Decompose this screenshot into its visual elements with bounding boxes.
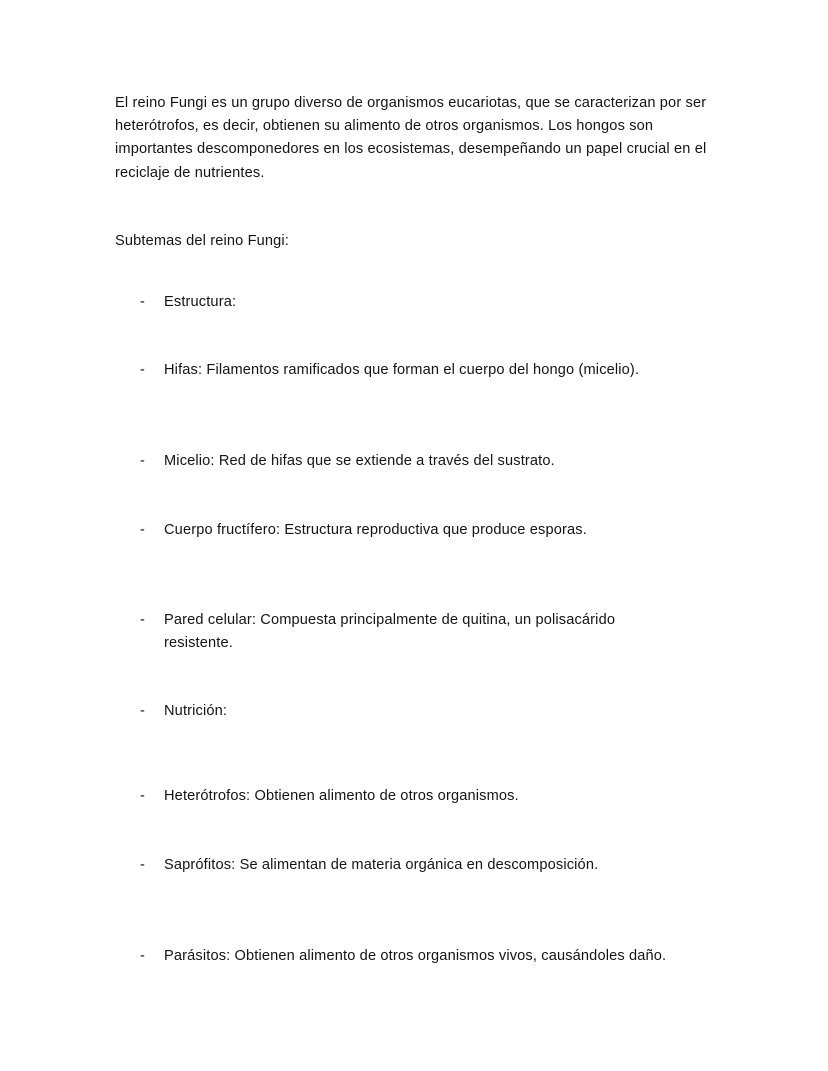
list-item bbox=[115, 785, 715, 808]
document-body bbox=[115, 92, 715, 968]
heading-spacer bbox=[115, 253, 715, 291]
list-item-text: Cuerpo fructífero: Estructura reproductiva que produce esporas. bbox=[164, 521, 587, 538]
bullet-marker-icon: - bbox=[140, 947, 146, 964]
list-item bbox=[115, 609, 715, 655]
list-item bbox=[115, 700, 715, 723]
bullet-marker-icon: - bbox=[140, 453, 146, 470]
bullet-marker-icon: - bbox=[140, 788, 146, 805]
bullet-marker-icon: - bbox=[140, 521, 146, 538]
list-item-text: Nutrición: bbox=[164, 703, 228, 720]
bullet-marker-icon: - bbox=[140, 703, 146, 720]
list-item-text: Saprófitos: Se alimentan de materia orgánica en descomposición. bbox=[164, 856, 599, 873]
list-item-text: Pared celular: Compuesta principalmente de quitina, un polisacárido resistente. bbox=[164, 611, 616, 652]
list-item bbox=[115, 450, 715, 473]
list-item-text: Hifas: Filamentos ramificados que forman el cuerpo del hongo (micelio). bbox=[164, 362, 640, 379]
intro-paragraph: El reino Fungi es un grupo diverso de organismos eucariotas, que se caracterizan por ser heterótrofos, es decir, obtienen su alimento de otros organismos. Los hongos son importantes descomponedores en los ecosistemas, desempeñando un papel crucial en el reciclaje de nutrientes. bbox=[115, 95, 707, 181]
list-item-text: Heterótrofos: Obtienen alimento de otros organismos. bbox=[164, 788, 519, 805]
paragraph-spacer bbox=[115, 185, 715, 230]
list-item bbox=[115, 945, 715, 968]
list-item bbox=[115, 519, 715, 542]
subtopics-list bbox=[115, 291, 715, 968]
list-item-text: Micelio: Red de hifas que se extiende a través del sustrato. bbox=[164, 453, 555, 470]
list-item bbox=[115, 359, 715, 382]
list-item-text: Estructura: bbox=[164, 294, 237, 311]
list-item bbox=[115, 291, 715, 314]
bullet-marker-icon: - bbox=[140, 362, 146, 379]
bullet-marker-icon: - bbox=[140, 611, 146, 628]
bullet-marker-icon: - bbox=[140, 294, 146, 311]
list-item-text: Parásitos: Obtienen alimento de otros organismos vivos, causándoles daño. bbox=[164, 947, 667, 964]
subtopics-heading: Subtemas del reino Fungi: bbox=[115, 232, 290, 249]
bullet-marker-icon: - bbox=[140, 856, 146, 873]
list-item bbox=[115, 854, 715, 877]
